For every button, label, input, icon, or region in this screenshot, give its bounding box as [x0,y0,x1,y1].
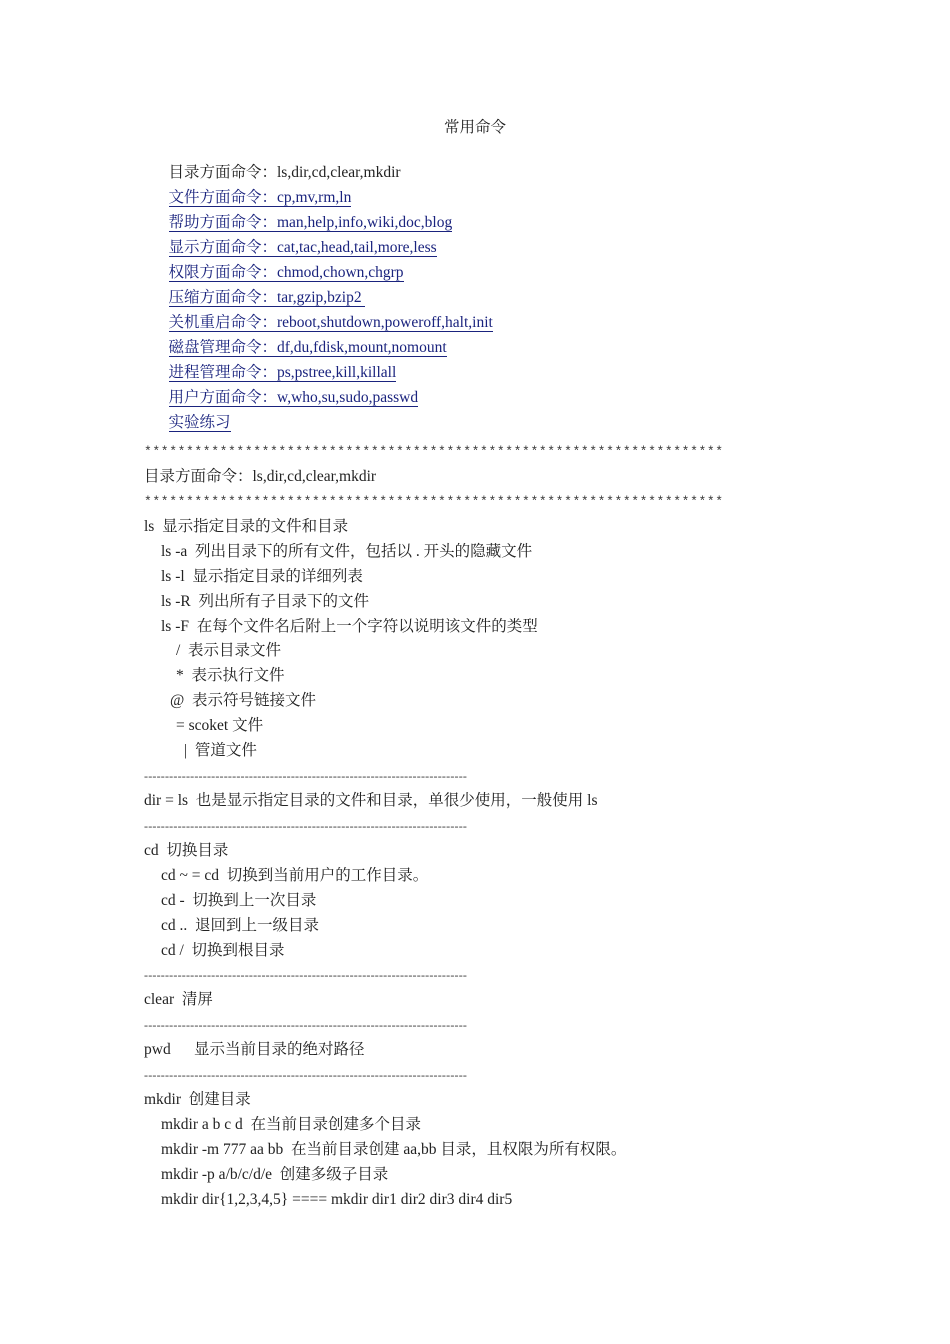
ls-F-socket: = scoket 文件 [176,717,264,734]
toc-item-user[interactable] [153,368,419,406]
clear-description: clear 清屏 [144,991,213,1008]
ls-option-a: ls -a 列出目录下的所有文件，包括以 . 开头的隐藏文件 [161,543,533,560]
toc-item-help[interactable] [153,193,453,231]
dash-separator: ----------------------------------------------------------------------------- [144,968,468,982]
toc-label: 目录方面命令：ls,dir,cd,clear,mkdir [168,164,401,181]
toc-link[interactable]: 显示方面命令：cat,tac,head,tail,more,less [168,239,437,256]
ls-option-l: ls -l 显示指定目录的详细列表 [161,568,363,585]
pwd-description: pwd 显示当前目录的绝对路径 [144,1041,365,1058]
cd-home: cd ~ = cd 切换到当前用户的工作目录。 [161,867,429,884]
toc-link[interactable]: 帮助方面命令：man,help,info,wiki,doc,blog [168,214,453,231]
toc-link[interactable]: 实验练习 [168,414,231,431]
toc-item-compress[interactable] [153,268,366,306]
dash-separator: ----------------------------------------------------------------------------- [144,819,468,833]
toc-link[interactable]: 权限方面命令：chmod,chown,chgrp [168,264,404,281]
toc-item-lab[interactable] [153,393,231,431]
toc-item-file[interactable] [153,168,352,206]
toc-item-display[interactable] [153,218,437,256]
star-separator: ********************************************************************* [144,494,724,509]
star-separator: ********************************************************************* [144,444,724,459]
section-heading: 目录方面命令：ls,dir,cd,clear,mkdir [144,468,377,485]
dash-separator: ----------------------------------------------------------------------------- [144,1068,468,1082]
toc-item-process[interactable] [153,343,397,381]
ls-F-pipe: | 管道文件 [184,742,257,759]
cd-description: cd 切换目录 [144,842,229,859]
page-title: 常用命令 [443,119,506,136]
toc-link[interactable]: 压缩方面命令：tar,gzip,bzip2 [168,289,366,306]
toc-link[interactable]: 文件方面命令：cp,mv,rm,ln [168,189,352,206]
toc-item-shutdown[interactable] [153,293,493,331]
dir-description: dir = ls 也是显示指定目录的文件和目录，单很少使用，一般使用 ls [144,792,598,809]
dash-separator: ----------------------------------------------------------------------------- [144,769,468,783]
mkdir-description: mkdir 创建目录 [144,1091,251,1108]
cd-parent: cd .. 退回到上一级目录 [161,917,320,934]
toc-link[interactable]: 进程管理命令：ps,pstree,kill,killall [168,364,397,381]
cd-previous: cd - 切换到上一次目录 [161,892,317,909]
mkdir-parents: mkdir -p a/b/c/d/e 创建多级子目录 [161,1166,389,1183]
ls-F-directory: / 表示目录文件 [176,642,282,659]
ls-option-F: ls -F 在每个文件名后附上一个字符以说明该文件的类型 [161,618,538,635]
ls-description: ls 显示指定目录的文件和目录 [144,518,349,535]
toc-item-permission[interactable] [153,243,404,281]
mkdir-brace-expansion: mkdir dir{1,2,3,4,5} ==== mkdir dir1 dir2 dir3 dir4 dir5 [161,1191,513,1208]
toc-link[interactable]: 用户方面命令：w,who,su,sudo,passwd [168,389,419,406]
mkdir-mode: mkdir -m 777 aa bb 在当前目录创建 aa,bb 目录，且权限为所有权限。 [161,1141,627,1158]
dash-separator: ----------------------------------------------------------------------------- [144,1018,468,1032]
ls-F-executable: * 表示执行文件 [176,667,285,684]
toc-item-disk[interactable] [153,318,447,356]
cd-root: cd / 切换到根目录 [161,942,285,959]
toc-link[interactable]: 关机重启命令：reboot,shutdown,poweroff,halt,init [168,314,493,331]
ls-option-R: ls -R 列出所有子目录下的文件 [161,593,369,610]
toc-item-directory [153,143,401,181]
toc-link[interactable]: 磁盘管理命令：df,du,fdisk,mount,nomount [168,339,447,356]
mkdir-multiple: mkdir a b c d 在当前目录创建多个目录 [161,1116,422,1133]
ls-F-symlink: @ 表示符号链接文件 [170,692,317,709]
